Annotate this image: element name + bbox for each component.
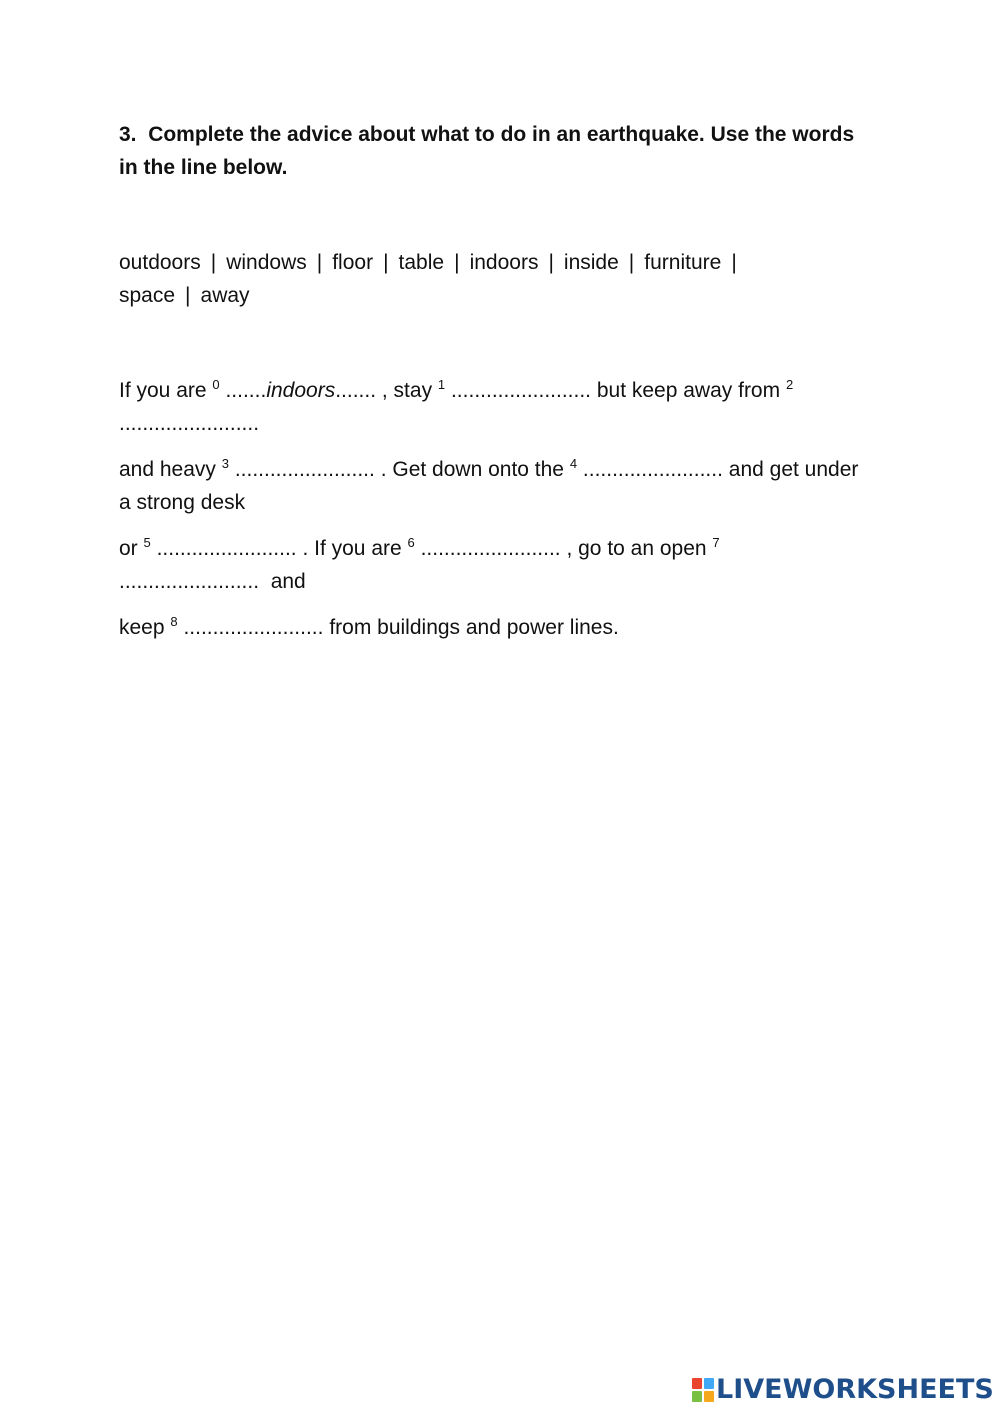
exercise-line-1 (119, 374, 864, 440)
gap-number: 6 (407, 535, 415, 550)
gap-blank-1[interactable]: ........................ (445, 379, 592, 402)
word-bank-item: floor (332, 251, 374, 274)
word-bank-item: windows (226, 251, 307, 274)
sentence-text: and (259, 570, 306, 593)
sentence-text: , stay (376, 379, 438, 402)
gap-blank-7[interactable]: ........................ (119, 570, 260, 593)
word-bank-item: table (398, 251, 445, 274)
liveworksheets-logo[interactable] (692, 1374, 994, 1406)
exercise-instruction (119, 118, 864, 184)
logo-square-green (692, 1391, 702, 1402)
gap-number: 0 (212, 377, 220, 392)
sentence-text: , go to an open (560, 537, 713, 560)
sentence-text: or (119, 537, 144, 560)
word-bank-item: outdoors (119, 251, 201, 274)
gap-blank-3[interactable]: ........................ (228, 458, 375, 481)
example-answer: indoors (266, 379, 336, 402)
logo-square-orange (704, 1391, 714, 1402)
word-bank-item: inside (563, 251, 619, 274)
word-bank-item: away (200, 284, 250, 307)
sentence-text: and get under a strong desk (119, 458, 859, 514)
logo-square-red (692, 1378, 702, 1389)
blank-dots: ....... (225, 379, 267, 402)
gap-number: 3 (221, 456, 229, 471)
instruction-text: Complete the advice about what to do in an earthquake. Use the words in the line below. (119, 123, 855, 179)
sentence-text: keep (119, 616, 171, 639)
logo-square-blue (704, 1378, 714, 1389)
sentence-text: but keep away from (591, 379, 786, 402)
gap-number: 5 (143, 535, 151, 550)
gap-blank-4[interactable]: ........................ (577, 458, 723, 481)
word-bank-item: space (119, 284, 176, 307)
word-bank: outdoors | windows | floor | table | indoors | inside | furniture | space | away (119, 251, 737, 307)
sentence-text: . If you are (296, 537, 408, 560)
exercise-line-4 (119, 611, 864, 644)
gap-blank-6[interactable]: ........................ (414, 537, 561, 560)
sentence-text: from buildings and power lines. (323, 616, 619, 639)
exercise-line-2 (119, 453, 864, 519)
gap-number: 2 (785, 377, 794, 392)
liveworksheets-logo-icon (692, 1378, 714, 1402)
exercise-number: 3. (119, 123, 137, 146)
liveworksheets-logo-text: LIVEWORKSHEETS (716, 1374, 994, 1405)
sentence-text: If you are (119, 379, 213, 402)
exercise-line-3 (119, 532, 864, 598)
gap-number: 4 (569, 456, 578, 471)
word-bank-item: furniture (644, 251, 722, 274)
gap-number: 7 (712, 535, 720, 550)
sentence-text: . Get down onto the (374, 458, 570, 481)
gap-number: 1 (437, 377, 446, 392)
gap-blank-2[interactable]: ........................ (119, 412, 260, 435)
word-bank-item: indoors (469, 251, 539, 274)
gap-fill-exercise (119, 374, 864, 644)
blank-dots: ....... (335, 379, 377, 402)
worksheet-page (119, 118, 864, 657)
gap-number: 8 (170, 614, 178, 629)
gap-blank-8[interactable]: ........................ (177, 616, 324, 639)
sentence-text: and heavy (119, 458, 222, 481)
gap-blank-5[interactable]: ........................ (150, 537, 297, 560)
